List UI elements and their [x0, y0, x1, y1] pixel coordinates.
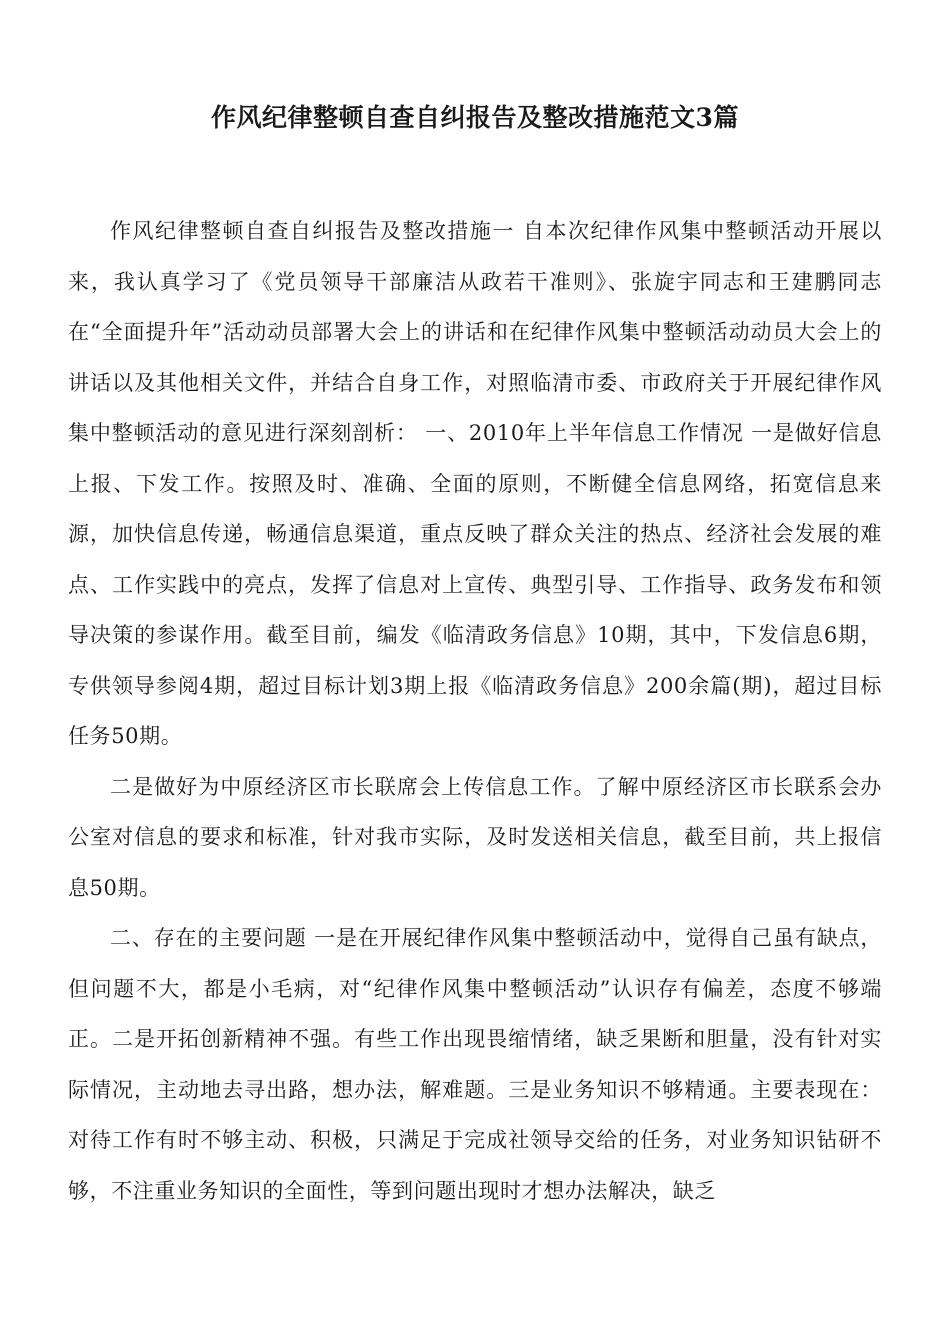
- document-title: 作风纪律整顿自查自纠报告及整改措施范文3篇: [211, 103, 739, 132]
- paragraph-3: 二、存在的主要问题 一是在开展纪律作风集中整顿活动中，觉得自己虽有缺点，但问题不大，都是小毛病，对“纪律作风集中整顿活动”认识存有偏差，态度不够端正。二是开拓创新精神不强。有些工作出现畏缩情绪，缺乏果断和胆量，没有针对实际情况，主动地去寻出路，想办法，解难题。三是业务知识不够精通。主要表现在：对待工作有时不够主动、积极，只满足于完成社领导交给的任务，对业务知识钻研不够，不注重业务知识的全面性，等到问题出现时才想办法解决，缺乏: [68, 926, 882, 1203]
- paragraph-2: 二是做好为中原经济区市长联席会上传信息工作。了解中原经济区市长联系会办公室对信息的要求和标准，针对我市实际，及时发送相关信息，截至目前，共上报信息50期。: [68, 774, 882, 900]
- paragraph-1: 作风纪律整顿自查自纠报告及整改措施一 自本次纪律作风集中整顿活动开展以来，我认真学习了《党员领导干部廉洁从政若干准则》、张旋宇同志和王建鹏同志在“全面提升年”活动动员部署大会上的讲话和在纪律作风集中整顿活动动员大会上的讲话以及其他相关文件，并结合自身工作，对照临清市委、市政府关于开展纪律作风集中整顿活动的意见进行深刻剖析： 一、2010年上半年信息工作情况 一是做好信息上报、下发工作。按照及时、准确、全面的原则，不断健全信息网络，拓宽信息来源，加快信息传递，畅通信息渠道，重点反映了群众关注的热点、经济社会发展的难点、工作实践中的亮点，发挥了信息对上宣传、典型引导、工作指导、政务发布和领导决策的参谋作用。截至目前，编发《临清政务信息》10期，其中，下发信息6期，专供领导参阅4期，超过目标计划3期上报《临清政务信息》200余篇(期)，超过目标任务50期。: [68, 219, 882, 748]
- document-body: [68, 206, 882, 1216]
